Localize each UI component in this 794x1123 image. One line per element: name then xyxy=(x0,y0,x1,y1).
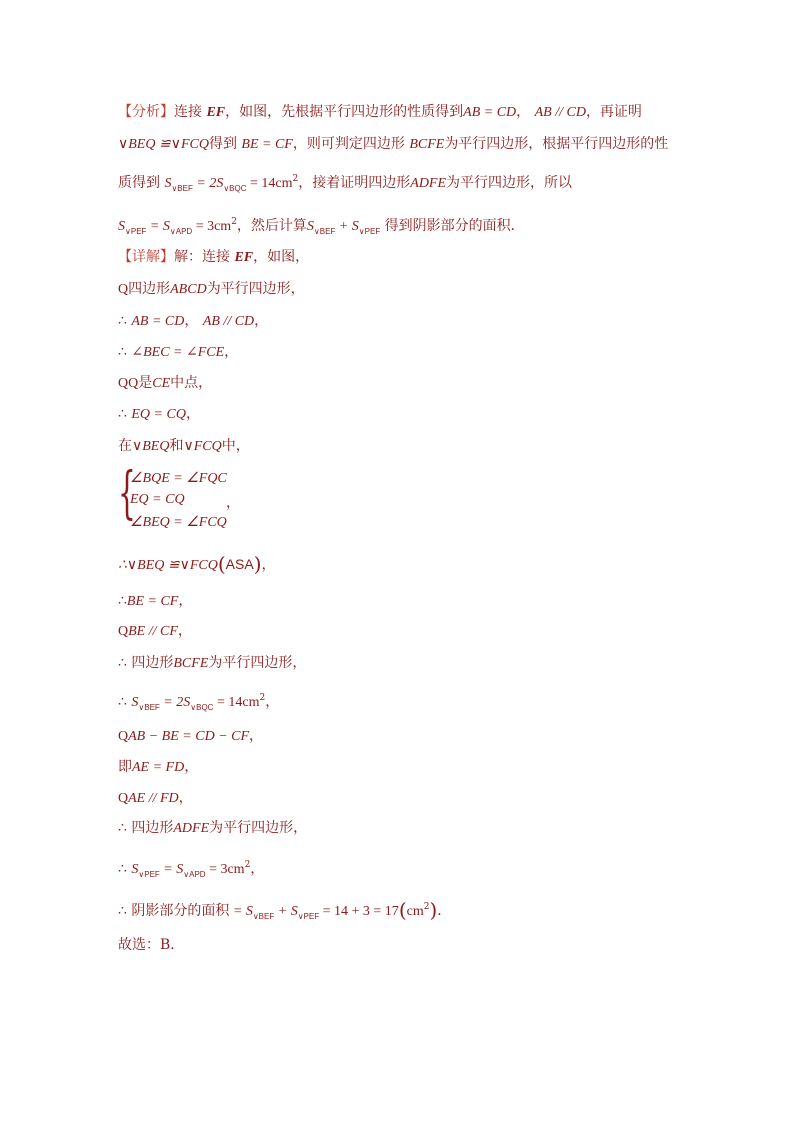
math: Q xyxy=(118,624,129,639)
step-2 xyxy=(118,311,268,332)
text: ， xyxy=(224,344,239,360)
math: CE xyxy=(152,376,171,391)
math: = 2S xyxy=(159,695,191,710)
math: ∴ xyxy=(118,594,127,609)
math-sub: ∨PEF xyxy=(125,227,147,236)
math: ( xyxy=(398,898,407,922)
text: 中， xyxy=(221,438,250,454)
system-row-1: ∠BQE = ∠FQC xyxy=(130,471,227,486)
analysis-line-1 xyxy=(118,102,642,123)
math-sup: 2 xyxy=(259,693,266,703)
math: ( xyxy=(217,552,226,576)
math: S xyxy=(131,695,139,710)
system-comma: ， xyxy=(226,496,240,511)
text: ，接着证明四边形 xyxy=(298,175,411,191)
math-sub: ∨BQC xyxy=(223,184,247,193)
math: + S xyxy=(274,904,298,919)
math: cm xyxy=(406,904,424,919)
text: 中点， xyxy=(170,375,213,391)
math: ∴ xyxy=(118,345,127,360)
text: ， xyxy=(265,694,280,710)
system-row-3: ∠BEQ = ∠FCQ xyxy=(130,515,227,530)
math-sub: ∨BEF xyxy=(138,703,160,712)
text: 解：连接 xyxy=(174,249,230,265)
analysis-line-3 xyxy=(118,169,572,199)
text: ， xyxy=(250,861,265,877)
text: ， xyxy=(184,759,199,775)
math: = S xyxy=(159,862,184,877)
math: EQ = CQ xyxy=(131,407,186,422)
math: ∨BEQ ≌∨FCQ xyxy=(118,137,209,152)
math-sup: 2 xyxy=(292,174,299,184)
math: = S xyxy=(229,904,253,919)
math: AE // FD xyxy=(128,791,179,806)
step-10 xyxy=(118,653,306,674)
step-8 xyxy=(118,591,192,612)
step-5 xyxy=(118,404,200,425)
math: BE // CF xyxy=(128,624,178,639)
text: 为平行四边形， xyxy=(209,820,308,836)
math: S xyxy=(306,219,314,234)
step-11 xyxy=(118,688,279,718)
math: = 14cm xyxy=(213,695,260,710)
text: 质得到 xyxy=(118,175,160,191)
math: = 14 + 3 = 17 xyxy=(319,904,399,919)
text: 是 xyxy=(138,375,153,391)
text: 为平行四边形， xyxy=(206,281,305,297)
math: + S xyxy=(335,219,359,234)
math: EF xyxy=(206,105,226,120)
text: ， xyxy=(185,406,200,422)
math-sub: ∨PEF xyxy=(358,227,381,236)
step-17 xyxy=(118,897,451,927)
text: ， xyxy=(177,623,192,639)
math: AB − BE = CD − CF xyxy=(128,729,250,744)
math: ∴∨BEQ ≌∨FCQ xyxy=(118,558,218,573)
text: ， xyxy=(516,104,531,120)
math-sub: ∨APD xyxy=(169,227,193,236)
text: ， xyxy=(184,313,199,329)
text: 即 xyxy=(118,759,132,775)
math: Q xyxy=(118,791,129,806)
text: 为平行四边形，所以 xyxy=(446,175,573,191)
math: AB // CD xyxy=(202,314,255,329)
math: S xyxy=(164,176,172,191)
step-7 xyxy=(118,554,276,576)
text: 四边形 xyxy=(131,655,174,671)
math: = 3cm xyxy=(205,862,245,877)
analysis-line-4 xyxy=(118,212,525,242)
math: ∴ xyxy=(118,695,127,710)
math: Q xyxy=(118,729,129,744)
math: ADFE xyxy=(173,821,210,836)
text: 为平行四边形， xyxy=(208,655,307,671)
math: AB // CD xyxy=(534,105,586,120)
math: ∴ xyxy=(118,821,127,836)
text: 连接 xyxy=(174,104,202,120)
math: ∠BEC = ∠FCE xyxy=(131,345,225,360)
math: BE = CF xyxy=(241,137,293,152)
math: S xyxy=(118,219,125,234)
detail-intro xyxy=(118,247,309,268)
step-16 xyxy=(118,855,264,885)
math-sub: ∨APD xyxy=(183,870,206,879)
math: = 3cm xyxy=(192,219,232,234)
text: 和 xyxy=(169,438,184,454)
text: ， xyxy=(261,557,276,573)
step-4 xyxy=(118,373,212,394)
text: 为平行四边形，根据平行四边形的性 xyxy=(444,136,669,152)
math-sub: ∨BEF xyxy=(313,227,336,236)
step-15 xyxy=(118,818,307,839)
text: ， xyxy=(249,728,264,744)
step-6 xyxy=(118,436,250,457)
math: BCFE xyxy=(173,656,209,671)
math: ∴ xyxy=(118,656,127,671)
math: AB = CD xyxy=(463,105,517,120)
math: BCFE xyxy=(409,137,445,152)
math-sup: 2 xyxy=(231,217,237,227)
analysis-line-2 xyxy=(118,134,668,155)
step-3 xyxy=(118,342,238,363)
text: ， xyxy=(178,593,193,609)
math: = 14cm xyxy=(246,176,293,191)
math: AB = CD xyxy=(131,314,185,329)
math: ) xyxy=(253,552,262,576)
text: 得到 xyxy=(208,136,237,152)
text: ，如图，先根据平行四边形的性质得到 xyxy=(225,104,464,120)
analysis-tag: 【分析】 xyxy=(118,104,174,120)
math: ADFE xyxy=(410,176,447,191)
math-sub: ∨PEF xyxy=(138,870,160,879)
text: 在 xyxy=(118,438,132,454)
answer: 故选：B． xyxy=(118,937,185,953)
step-9 xyxy=(118,621,192,642)
text: ，再证明 xyxy=(585,104,642,120)
math: ∴ xyxy=(118,904,127,919)
math: S xyxy=(131,862,139,877)
math: ABCD xyxy=(170,282,207,297)
brace-symbol: { xyxy=(118,461,136,526)
text: ，则可判定四边形 xyxy=(292,136,405,152)
math: BE = CF xyxy=(126,594,179,609)
math-sup: 2 xyxy=(244,860,251,870)
answer-line xyxy=(118,935,184,955)
text: 四边形 xyxy=(131,820,174,836)
text: ． xyxy=(437,903,452,919)
text: 四边形 xyxy=(128,281,171,297)
math-sub: ∨BQC xyxy=(190,703,214,712)
math: ∨BEQ xyxy=(132,439,170,454)
math: EF xyxy=(234,250,254,265)
text: ， xyxy=(178,790,193,806)
text: ，然后计算 xyxy=(236,218,307,234)
math: ∴ xyxy=(118,407,127,422)
math: ∴ xyxy=(118,314,127,329)
step-13 xyxy=(118,757,198,778)
text: ， xyxy=(254,313,269,329)
math-sub: ∨BEF xyxy=(171,184,193,193)
math: ASA xyxy=(225,556,254,572)
math: ∴ xyxy=(118,862,127,877)
system-row-2: EQ = CQ xyxy=(130,492,185,507)
text: ，如图， xyxy=(253,249,310,265)
text: 得到阴影部分的面积． xyxy=(384,218,525,234)
math: Q xyxy=(118,282,129,297)
math: = 2S xyxy=(192,176,224,191)
detail-tag: 【详解】 xyxy=(118,249,174,265)
math: ) xyxy=(429,898,438,922)
math-sub: ∨BEF xyxy=(252,912,275,921)
step-12 xyxy=(118,726,263,747)
math: ∨FCQ xyxy=(183,439,222,454)
step-1 xyxy=(118,279,305,300)
math: AE = FD xyxy=(132,760,185,775)
math: = S xyxy=(146,219,170,234)
math-sub: ∨PEF xyxy=(297,912,320,921)
math: QQ xyxy=(118,376,139,391)
math-sup: 2 xyxy=(423,902,430,912)
text: 阴影部分的面积 xyxy=(131,903,230,919)
step-14 xyxy=(118,788,193,809)
